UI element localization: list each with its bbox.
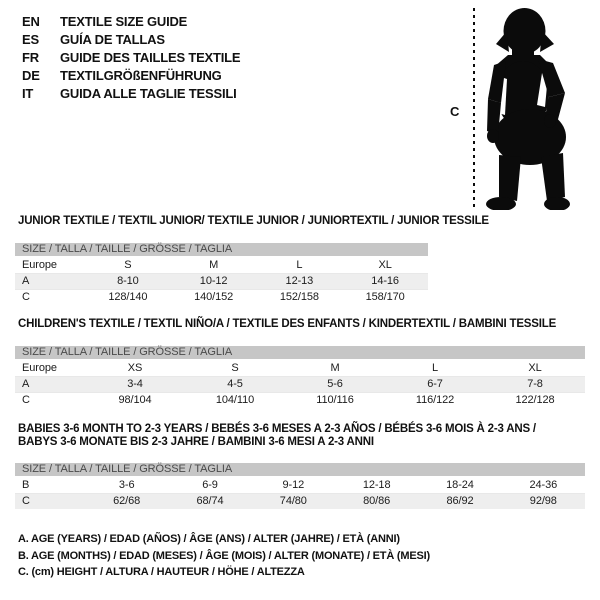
value-cell: 122/128 xyxy=(515,394,555,406)
value-cell: 10-12 xyxy=(171,274,257,290)
table-row xyxy=(15,377,585,393)
table-row xyxy=(15,290,428,306)
value-cell: S xyxy=(85,257,171,274)
value-cell: 14-16 xyxy=(342,274,428,290)
value-cell: XL xyxy=(485,360,585,377)
language-row xyxy=(22,85,240,103)
language-code: DE xyxy=(22,68,40,83)
table-title xyxy=(18,318,585,331)
height-measure-dashed-line xyxy=(473,8,475,210)
height-measure-label: C xyxy=(450,104,460,119)
value-cell: 12-13 xyxy=(257,274,343,290)
value-cell: S xyxy=(185,360,285,377)
table-title xyxy=(18,423,585,449)
footnotes xyxy=(18,531,430,581)
value-cell: 12-18 xyxy=(335,477,418,494)
footnote-line: C. (cm) HEIGHT / ALTURA / HAUTEUR / HÖHE / ALTEZZA xyxy=(18,566,305,578)
language-code: FR xyxy=(22,50,39,65)
value-cell: 62/68 xyxy=(113,495,141,507)
value-cell: 74/80 xyxy=(279,495,307,507)
value-cell: 3-4 xyxy=(85,377,185,393)
language-list xyxy=(22,13,240,103)
row-label-cell: C xyxy=(22,291,30,303)
value-cell: 92/98 xyxy=(529,495,557,507)
language-label: TEXTILGRÖßENFÜHRUNG xyxy=(60,68,222,83)
table-row xyxy=(15,494,585,510)
row-label-cell: C xyxy=(22,495,30,507)
row-label-cell: C xyxy=(22,394,30,406)
value-cell: 8-10 xyxy=(85,274,171,290)
value-cell: 6-7 xyxy=(385,377,485,393)
language-code: IT xyxy=(22,86,34,101)
value-cell: 5-6 xyxy=(285,377,385,393)
row-label-cell: A xyxy=(15,377,85,393)
baby-figure-area xyxy=(440,5,600,212)
value-cell: 152/158 xyxy=(279,291,319,303)
size-header-row xyxy=(15,463,585,477)
size-header-cell: SIZE / TALLA / TAILLE / GRÖSSE / TAGLIA xyxy=(15,463,585,477)
value-cell: 140/152 xyxy=(194,291,234,303)
table-row xyxy=(15,257,428,274)
baby-silhouette-icon xyxy=(485,5,585,210)
language-row xyxy=(22,67,240,85)
value-cell: 9-12 xyxy=(252,477,335,494)
childrens-textile-section xyxy=(15,318,585,408)
value-cell: M xyxy=(171,257,257,274)
row-label-cell: Europe xyxy=(15,360,85,377)
size-table-body xyxy=(15,360,585,408)
row-label-cell: Europe xyxy=(15,257,85,274)
size-header-row xyxy=(15,243,428,257)
value-cell: 110/116 xyxy=(316,394,354,406)
babies-textile-section xyxy=(15,423,585,509)
table-row xyxy=(15,274,428,290)
language-label: GUIDE DES TAILLES TEXTILE xyxy=(60,50,241,65)
size-table-body xyxy=(15,257,428,305)
value-cell: 98/104 xyxy=(118,394,152,406)
size-header-row xyxy=(15,346,585,360)
language-code: ES xyxy=(22,32,39,47)
size-table-body xyxy=(15,477,585,509)
value-cell: 3-6 xyxy=(85,477,168,494)
footnote-line: B. AGE (MONTHS) / EDAD (MESES) / ÂGE (MOIS) / ALTER (MONATE) / ETÀ (MESI) xyxy=(18,549,430,562)
size-table xyxy=(15,463,585,509)
value-cell: L xyxy=(257,257,343,274)
value-cell: 18-24 xyxy=(418,477,501,494)
language-row xyxy=(22,31,240,49)
table-title-line: BABYS 3-6 MONATE BIS 2-3 JAHRE / BAMBINI 3-6 MESI A 2-3 ANNI xyxy=(18,436,374,448)
value-cell: 116/122 xyxy=(415,394,455,406)
value-cell: 68/74 xyxy=(196,495,224,507)
value-cell: XS xyxy=(85,360,185,377)
value-cell: 7-8 xyxy=(485,377,585,393)
size-table xyxy=(15,346,585,408)
value-cell: 24-36 xyxy=(502,477,585,494)
value-cell: 86/92 xyxy=(446,495,474,507)
table-title-line: CHILDREN'S TEXTILE / TEXTIL NIÑO/A / TEXTILE DES ENFANTS / KINDERTEXTIL / BAMBINI TESSILE xyxy=(18,318,557,330)
table-title-line: JUNIOR TEXTILE / TEXTIL JUNIOR/ TEXTILE JUNIOR / JUNIORTEXTIL / JUNIOR TESSILE xyxy=(18,215,489,227)
language-label: GUÍA DE TALLAS xyxy=(60,32,165,47)
value-cell: 80/86 xyxy=(363,495,391,507)
table-row xyxy=(15,360,585,377)
value-cell: M xyxy=(285,360,385,377)
language-row xyxy=(22,49,240,67)
size-table xyxy=(15,243,428,305)
footnote-line: A. AGE (YEARS) / EDAD (AÑOS) / ÂGE (ANS) / ALTER (JAHRE) / ETÀ (ANNI) xyxy=(18,533,400,545)
value-cell: 4-5 xyxy=(185,377,285,393)
value-cell: 158/170 xyxy=(365,291,405,303)
value-cell: 104/110 xyxy=(215,394,255,406)
value-cell: L xyxy=(385,360,485,377)
table-row xyxy=(15,393,585,409)
size-table-head xyxy=(15,243,428,257)
value-cell: 6-9 xyxy=(168,477,251,494)
table-row xyxy=(15,477,585,494)
junior-textile-section xyxy=(15,215,489,305)
language-label: GUIDA ALLE TAGLIE TESSILI xyxy=(60,86,237,101)
row-label-cell: A xyxy=(15,274,85,290)
row-label-cell: B xyxy=(15,477,85,494)
size-table-head xyxy=(15,346,585,360)
language-label: TEXTILE SIZE GUIDE xyxy=(60,14,188,29)
size-header-cell: SIZE / TALLA / TAILLE / GRÖSSE / TAGLIA xyxy=(15,346,585,360)
size-header-cell: SIZE / TALLA / TAILLE / GRÖSSE / TAGLIA xyxy=(15,243,428,257)
size-table-head xyxy=(15,463,585,477)
table-title xyxy=(18,215,489,228)
table-title-line: BABIES 3-6 MONTH TO 2-3 YEARS / BEBÉS 3-6 MESES A 2-3 AÑOS / BÉBÉS 3-6 MOIS À 2-3 ANS / xyxy=(18,423,536,435)
language-code: EN xyxy=(22,14,40,29)
value-cell: 128/140 xyxy=(108,291,148,303)
value-cell: XL xyxy=(342,257,428,274)
language-row xyxy=(22,13,240,31)
